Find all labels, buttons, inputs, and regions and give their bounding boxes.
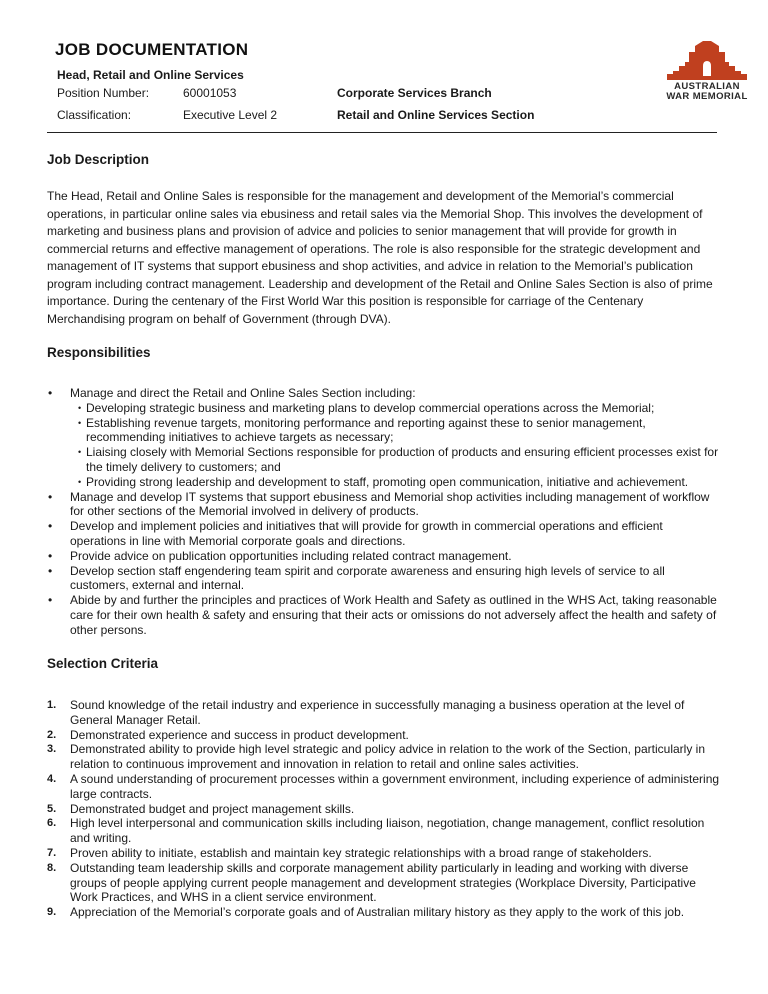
header-divider — [47, 132, 717, 133]
logo-wordmark — [647, 82, 767, 102]
document-title: JOB DOCUMENTATION — [55, 40, 249, 59]
criterion-item — [47, 728, 721, 743]
criterion-number: 3. — [47, 743, 57, 756]
position-title: Head, Retail and Online Services — [57, 68, 244, 82]
responsibility-sublist — [70, 401, 721, 490]
criterion-item — [47, 698, 721, 728]
responsibility-item: • Develop section staff engendering team spirit and corporate awareness and ensuring high levels of service to all customers, external and internal. — [47, 564, 721, 594]
awm-logo — [647, 38, 767, 108]
criterion-item — [47, 846, 721, 861]
responsibility-subitem: • Establishing revenue targets, monitoring performance and reporting against these to senior management, recommending initiatives to achieve targets as necessary; — [70, 416, 721, 446]
job-description-heading: Job Description — [47, 152, 150, 167]
logo-line-1: AUSTRALIAN — [674, 81, 740, 92]
criterion-text: High level interpersonal and communication skills including liaison, negotiation, change management, conflict resolution and writing. — [70, 816, 705, 846]
responsibilities-list — [47, 386, 721, 638]
criterion-text: Outstanding team leadership skills and corporate management ability particularly in leading and working with diverse groups of people applying current people management and development strategies (Workplace Diversity, Participative Work Practices, and WHS in a client service environment. — [70, 860, 696, 905]
criterion-item — [47, 802, 721, 817]
criterion-item — [47, 905, 721, 920]
criterion-item — [47, 816, 721, 846]
classification-value: Executive Level 2 — [183, 108, 278, 122]
criterion-text: A sound understanding of procurement processes within a government environment, including experience of administering large contracts. — [70, 771, 720, 801]
criterion-text: Demonstrated experience and success in product development. — [70, 727, 409, 742]
criterion-number: 5. — [47, 802, 57, 815]
responsibility-item: • Develop and implement policies and initiatives that will provide for growth in commercial operations and efficient operations in line with Memorial corporate goals and directions. — [47, 519, 721, 549]
logo-line-2: WAR MEMORIAL — [666, 91, 748, 102]
selection-criteria-heading: Selection Criteria — [47, 656, 159, 671]
responsibility-text: Manage and direct the Retail and Online Sales Section including: — [70, 386, 416, 400]
criterion-text: Demonstrated ability to provide high level strategic and policy advice in relation to the work of the Section, particularly in relation to continuous improvement and innovation in relation to retail and online sales activities. — [70, 742, 705, 772]
responsibility-item — [47, 386, 721, 490]
responsibility-subitem: • Developing strategic business and marketing plans to develop commercial operations across the Memorial; — [70, 401, 721, 416]
classification-label: Classification: — [57, 108, 132, 122]
responsibility-subitem: • Providing strong leadership and development to staff, promoting open communication, initiative and achievement. — [70, 475, 721, 490]
criterion-text: Proven ability to initiate, establish and maintain key strategic relationships with a broad range of stakeholders. — [70, 845, 652, 860]
section-name: Retail and Online Services Section — [337, 108, 535, 122]
criterion-item — [47, 742, 721, 772]
responsibilities-heading: Responsibilities — [47, 345, 151, 360]
criterion-number: 6. — [47, 817, 57, 830]
criterion-number: 2. — [47, 728, 57, 741]
selection-criteria-list — [47, 698, 721, 920]
criterion-text: Sound knowledge of the retail industry and experience in successfully managing a business operation at the level of General Manager Retail. — [70, 698, 685, 727]
responsibility-item: • Provide advice on publication opportunities including related contract management. — [47, 549, 721, 564]
criterion-item — [47, 861, 721, 905]
position-number-value: 60001053 — [183, 86, 237, 100]
criterion-number: 7. — [47, 846, 57, 859]
job-description-text: The Head, Retail and Online Sales is responsible for the management and development of the Memorial’s commercial operations, in particular online sales via ebusiness and retail sales via the Memorial Shop. This involves the development of marketing and business plans and provision of advice and policies to senior management that will provide for growth in commercial returns and effective management of operations. The role is also responsible for the strategic development and management of IT systems that support ebusiness and shop activities, and advice in relation to the Memorial’s publication program including contract management. Leadership and development of the Retail and Online Sales Section is also of prime importance. During the centenary of the First World War this position is responsible for carriage of the Centenary Merchandising program on behalf of Government (through DVA). — [47, 189, 713, 326]
criterion-number: 4. — [47, 772, 57, 785]
criterion-text: Appreciation of the Memorial’s corporate goals and of Australian military history as they apply to the work of this job. — [70, 905, 685, 920]
memorial-building-icon — [647, 38, 767, 82]
criterion-text: Demonstrated budget and project management skills. — [70, 801, 355, 816]
branch-name: Corporate Services Branch — [337, 86, 492, 100]
criterion-number: 9. — [47, 906, 57, 919]
responsibility-item: • Manage and develop IT systems that support ebusiness and Memorial shop activities including management of workflow for other sections of the Memorial involved in delivery of products. — [47, 490, 721, 520]
criterion-number: 8. — [47, 861, 57, 874]
responsibility-subitem: • Liaising closely with Memorial Sections responsible for production of products and ensuring efficient processes exist for the timely delivery to customers; and — [70, 445, 721, 475]
position-number-label: Position Number: — [57, 86, 150, 100]
responsibility-item: • Abide by and further the principles and practices of Work Health and Safety as outlined in the WHS Act, taking reasonable care for their own health & safety and ensuring that their acts or omissions do not adversely affect the health and safety of other persons. — [47, 593, 721, 637]
criterion-item — [47, 772, 721, 802]
criterion-number: 1. — [47, 699, 57, 711]
